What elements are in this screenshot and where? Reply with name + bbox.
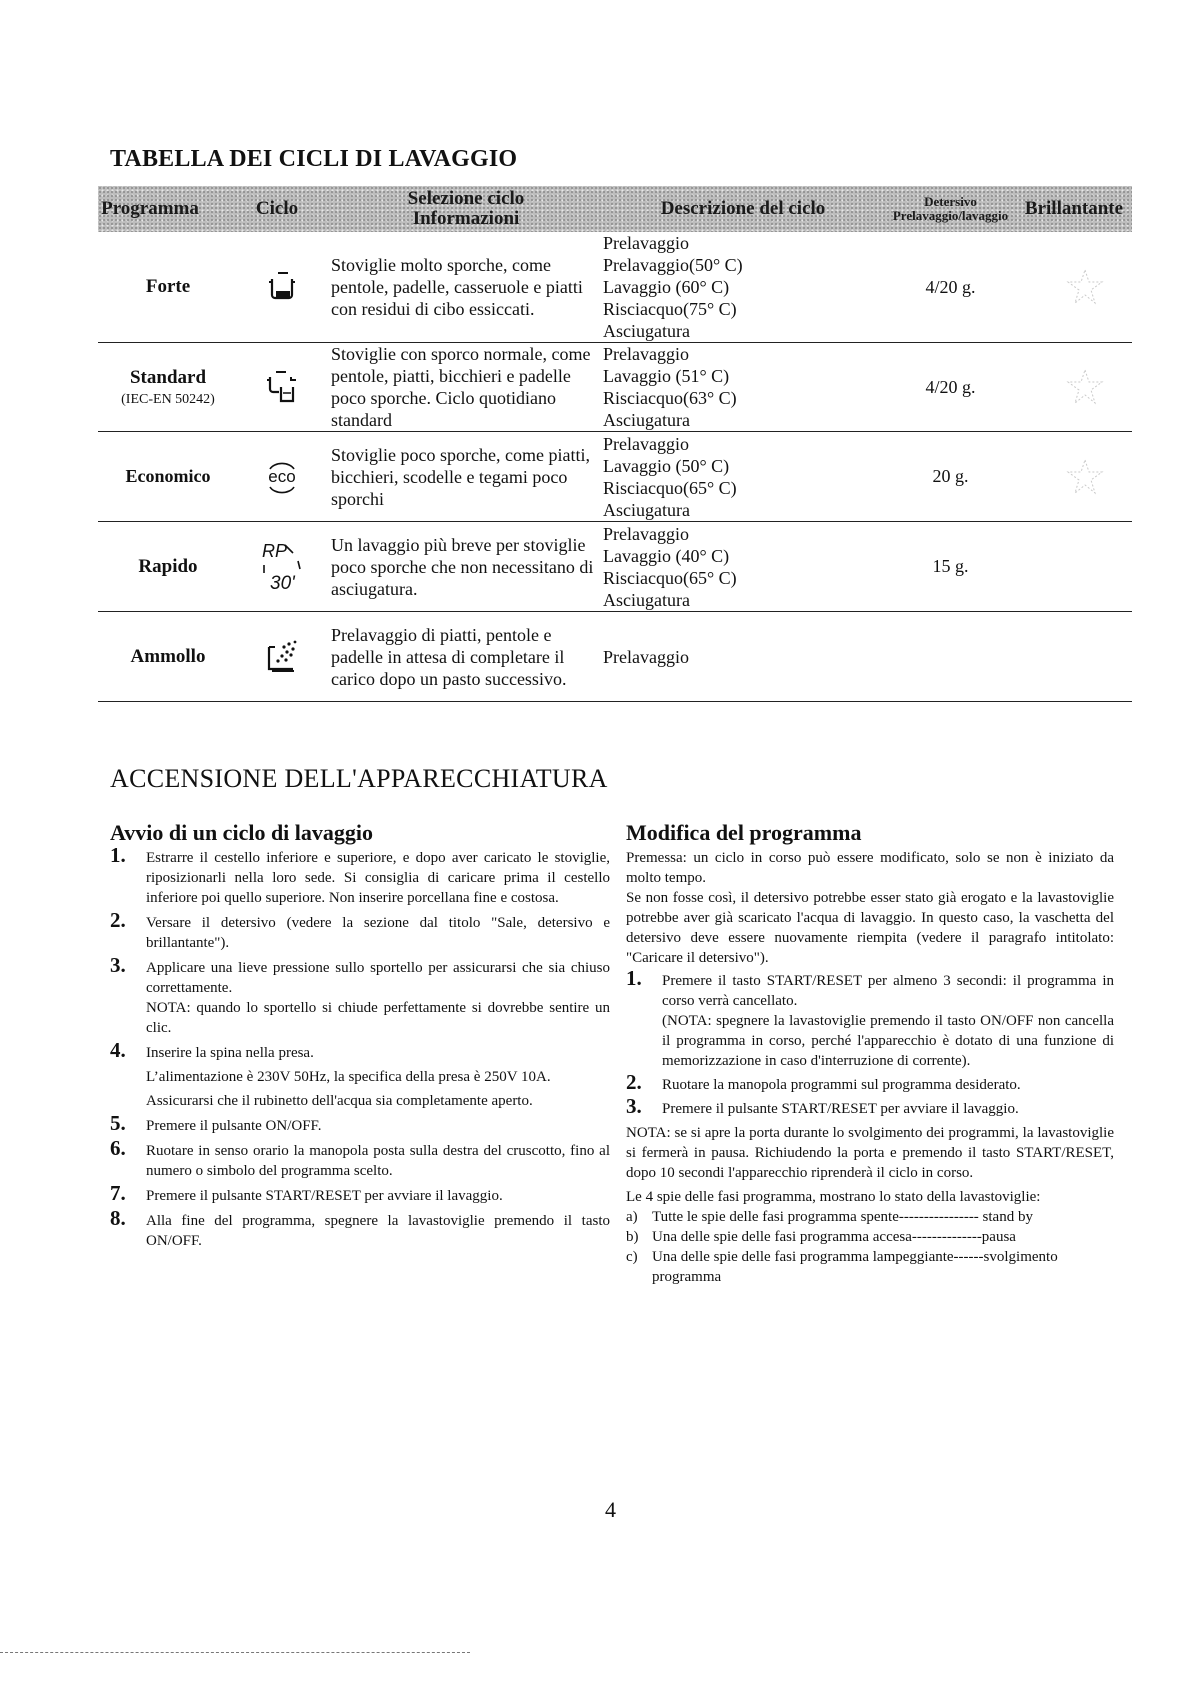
list-item — [110, 1111, 610, 1136]
step-text: Premere il tasto START/RESET per almeno 3 secondi: il programma in corso verrà cancellato. — [662, 973, 1114, 1009]
start-cycle-title: Avvio di un ciclo di lavaggio — [110, 820, 374, 845]
step-text: Estrarre il cestello inferiore e superiore, e dopo aver caricato le stoviglie, riposizionarli nella loro sede. Si consiglia di caricare prima il cestello inferiore poi quello superiore. Non inserire porcellana fine e costosa. — [146, 850, 610, 906]
list-item — [626, 1070, 1114, 1095]
step-number: 4. — [110, 1038, 126, 1062]
list-item — [626, 1094, 1114, 1119]
intro-text: Se non fosse così, il detersivo potrebbe esser stato già erogato e la lavastoviglie potrebbe aver già scaricato l'acqua di lavaggio. In questo caso, la vaschetta del detersivo deve essere nuovamente riempita (vedere il paragrafo intitolato: "Caricare il detersivo"). — [626, 890, 1114, 966]
list-item — [110, 1206, 610, 1251]
cycle-phase: Prelavaggio — [603, 523, 689, 544]
detergent-amount: 4/20 g. — [925, 276, 976, 297]
list-item — [110, 843, 610, 908]
list-item — [110, 1136, 610, 1181]
cycle-phase: Asciugatura — [603, 499, 690, 520]
eco-icon — [241, 432, 323, 521]
cycle-phase: Prelavaggio(50° C) — [603, 255, 743, 275]
star-icon — [1065, 367, 1105, 407]
step-text: Assicurarsi che il rubinetto dell'acqua sia completamente aperto. — [146, 1093, 533, 1109]
cycle-selection-info: Stoviglie con sporco normale, come pentole, piatti, bicchieri e padelle poco sporche. Ciclo quotidiano standard — [331, 344, 591, 430]
step-number: 2. — [110, 908, 126, 932]
start-cycle-steps — [110, 843, 610, 1256]
cycle-description — [603, 343, 737, 431]
cycle-phase: Lavaggio (50° C) — [603, 455, 730, 476]
cycle-selection-info: Stoviglie poco sporche, come piatti, bicchieri, scodelle e tegami poco sporchi — [331, 444, 590, 509]
list-item — [626, 966, 1114, 1071]
program-name: Standard — [129, 366, 207, 388]
program-cell — [98, 232, 238, 342]
rapid-minutes-label: 30' — [270, 572, 295, 594]
list-item — [110, 953, 610, 1038]
step-text: Alla fine del programma, spegnere la lavastoviglie premendo il tasto ON/OFF. — [146, 1213, 610, 1249]
cycle-selection-info: Stoviglie molto sporche, come pentole, padelle, casseruole e piatti con residui di cibo essiccati. — [331, 255, 583, 319]
program-standard-ref: (IEC-EN 50242) — [121, 391, 215, 407]
step-text: Versare il detersivo (vedere la sezione dal titolo "Sale, detersivo e brillantante"). — [146, 915, 610, 951]
header-brillantante: Brillantante — [1024, 198, 1124, 220]
cycle-phase: Prelavaggio — [603, 233, 689, 253]
state-text: Una delle spie delle fasi programma accesa--------------pausa — [652, 1229, 1016, 1245]
step-number: 1. — [626, 966, 642, 990]
table-title: TABELLA DEI CICLI DI LAVAGGIO — [110, 146, 518, 172]
detergent-amount: 15 g. — [932, 556, 969, 576]
step-text: Ruotare in senso orario la manopola posta sulla destra del cruscotto, fino al numero o simbolo del programma scelto. — [146, 1143, 610, 1179]
step-text: Applicare una lieve pressione sullo sportello per assicurarsi che sia chiuso correttamente. — [146, 960, 610, 996]
step-text: Premere il pulsante START/RESET per avviare il lavaggio. — [662, 1101, 1019, 1117]
list-item — [626, 1247, 1114, 1287]
pot-cup-icon — [241, 343, 323, 431]
list-item — [110, 1038, 610, 1111]
step-number: 8. — [110, 1206, 126, 1230]
step-note: (NOTA: spegnere la lavastoviglie premendo il tasto ON/OFF non cancella il programma in corso, perché l'apparecchio è dotato di una funzione di memorizzazione in caso d'interruzione di corrente). — [662, 1013, 1114, 1069]
step-number: 3. — [110, 953, 126, 977]
list-item — [626, 1207, 1114, 1227]
list-item — [110, 908, 610, 953]
cycle-description — [603, 646, 689, 668]
program-cell — [98, 522, 238, 611]
header-detersivo: Detersivo Prelavaggio/lavaggio — [892, 194, 1009, 223]
header-ciclo: Ciclo — [255, 198, 299, 220]
step-text: Premere il pulsante START/RESET per avviare il lavaggio. — [146, 1188, 503, 1204]
star-icon — [1065, 457, 1105, 497]
detergent-amount: 4/20 g. — [925, 376, 976, 397]
cycle-phase: Lavaggio (51° C) — [603, 366, 730, 386]
list-item — [626, 1227, 1114, 1247]
cycle-phase: Lavaggio (60° C) — [603, 277, 730, 297]
cycle-phase: Prelavaggio — [603, 433, 689, 454]
header-descrizione: Descrizione del ciclo — [660, 198, 826, 220]
section-title: ACCENSIONE DELL'APPARECCHIATURA — [110, 764, 608, 793]
program-name: Economico — [125, 466, 211, 486]
step-text: Premere il pulsante ON/OFF. — [146, 1118, 322, 1134]
state-text: Tutte le spie delle fasi programma spente---------------- stand by — [652, 1209, 1033, 1225]
lights-intro: Le 4 spie delle fasi programma, mostrano lo stato della lavastoviglie: — [626, 1189, 1041, 1205]
soak-icon — [241, 612, 323, 701]
step-number: 7. — [110, 1181, 126, 1205]
cycle-description — [603, 523, 737, 611]
program-cell — [98, 343, 238, 431]
wash-cycles-table — [98, 186, 1132, 702]
step-text: Ruotare la manopola programmi sul programma desiderato. — [662, 1077, 1021, 1093]
cycle-description — [603, 232, 743, 342]
cycle-phase: Asciugatura — [603, 589, 690, 610]
detergent-amount: 20 g. — [932, 466, 969, 486]
program-cell — [98, 612, 238, 701]
note-text: NOTA: se si apre la porta durante lo svolgimento dei programmi, la lavastoviglie si fermerà in pausa. Richiudendo la porta e premendo il tasto START/RESET, dopo 10 secondi l'apparecchio riprenderà il ciclo in corso. — [626, 1125, 1114, 1181]
cycle-phase: Lavaggio (40° C) — [603, 545, 730, 566]
step-text: L’alimentazione è 230V 50Hz, la specifica della presa è 250V 10A. — [146, 1069, 551, 1085]
state-text: Una delle spie delle fasi programma lampeggiante------svolgimento programma — [652, 1249, 1058, 1285]
cycle-phase: Risciacquo(65° C) — [603, 567, 737, 588]
cycle-phase: Risciacquo(63° C) — [603, 388, 737, 408]
list-item — [110, 1181, 610, 1206]
rapid-label: RP — [262, 540, 288, 561]
eco-label: eco — [268, 466, 296, 486]
modify-program-section — [626, 848, 1114, 1287]
step-number: 5. — [110, 1111, 126, 1135]
state-letter: b) — [626, 1229, 639, 1245]
step-number: 3. — [626, 1094, 642, 1118]
step-number: 2. — [626, 1070, 642, 1094]
page-number: 4 — [605, 1497, 616, 1522]
header-programma: Programma — [101, 198, 199, 220]
pot-icon — [241, 232, 323, 342]
cycle-phase: Prelavaggio — [603, 646, 689, 667]
step-text: Inserire la spina nella presa. — [146, 1045, 314, 1061]
rapid-30-icon — [241, 522, 323, 611]
program-name: Rapido — [138, 555, 198, 577]
step-number: 1. — [110, 843, 126, 867]
cycle-phase: Prelavaggio — [603, 344, 689, 364]
table-row — [98, 612, 1132, 702]
modify-program-title: Modifica del programma — [626, 820, 862, 845]
state-letter: c) — [626, 1249, 638, 1265]
table-row — [98, 432, 1132, 522]
step-number: 6. — [110, 1136, 126, 1160]
cycle-phase: Asciugatura — [603, 321, 690, 341]
program-cell — [98, 432, 238, 521]
cycle-phase: Asciugatura — [603, 410, 690, 430]
cycle-phase: Risciacquo(75° C) — [603, 299, 737, 319]
star-icon — [1065, 267, 1105, 307]
table-header — [98, 186, 1132, 232]
cycle-selection-info: Prelavaggio di piatti, pentole e padelle in attesa di completare il carico dopo un pasto successivo. — [331, 624, 567, 689]
program-name: Ammollo — [130, 645, 206, 667]
table-row — [98, 232, 1132, 343]
step-note: NOTA: quando lo sportello si chiude perfettamente si dovrebbe sentire un clic. — [146, 1000, 610, 1036]
cycle-description — [603, 433, 737, 521]
program-name: Forte — [145, 276, 191, 297]
header-selezione: Selezione ciclo Informazioni — [407, 188, 525, 229]
cycle-phase: Risciacquo(65° C) — [603, 477, 737, 498]
cycle-selection-info: Un lavaggio più breve per stoviglie poco sporche che non necessitano di asciugatura. — [331, 534, 594, 599]
table-row — [98, 522, 1132, 612]
state-letter: a) — [626, 1209, 638, 1225]
divider — [0, 1652, 470, 1653]
table-row — [98, 343, 1132, 432]
intro-text: Premessa: un ciclo in corso può essere modificato, solo se non è iniziato da molto tempo. — [626, 850, 1114, 886]
